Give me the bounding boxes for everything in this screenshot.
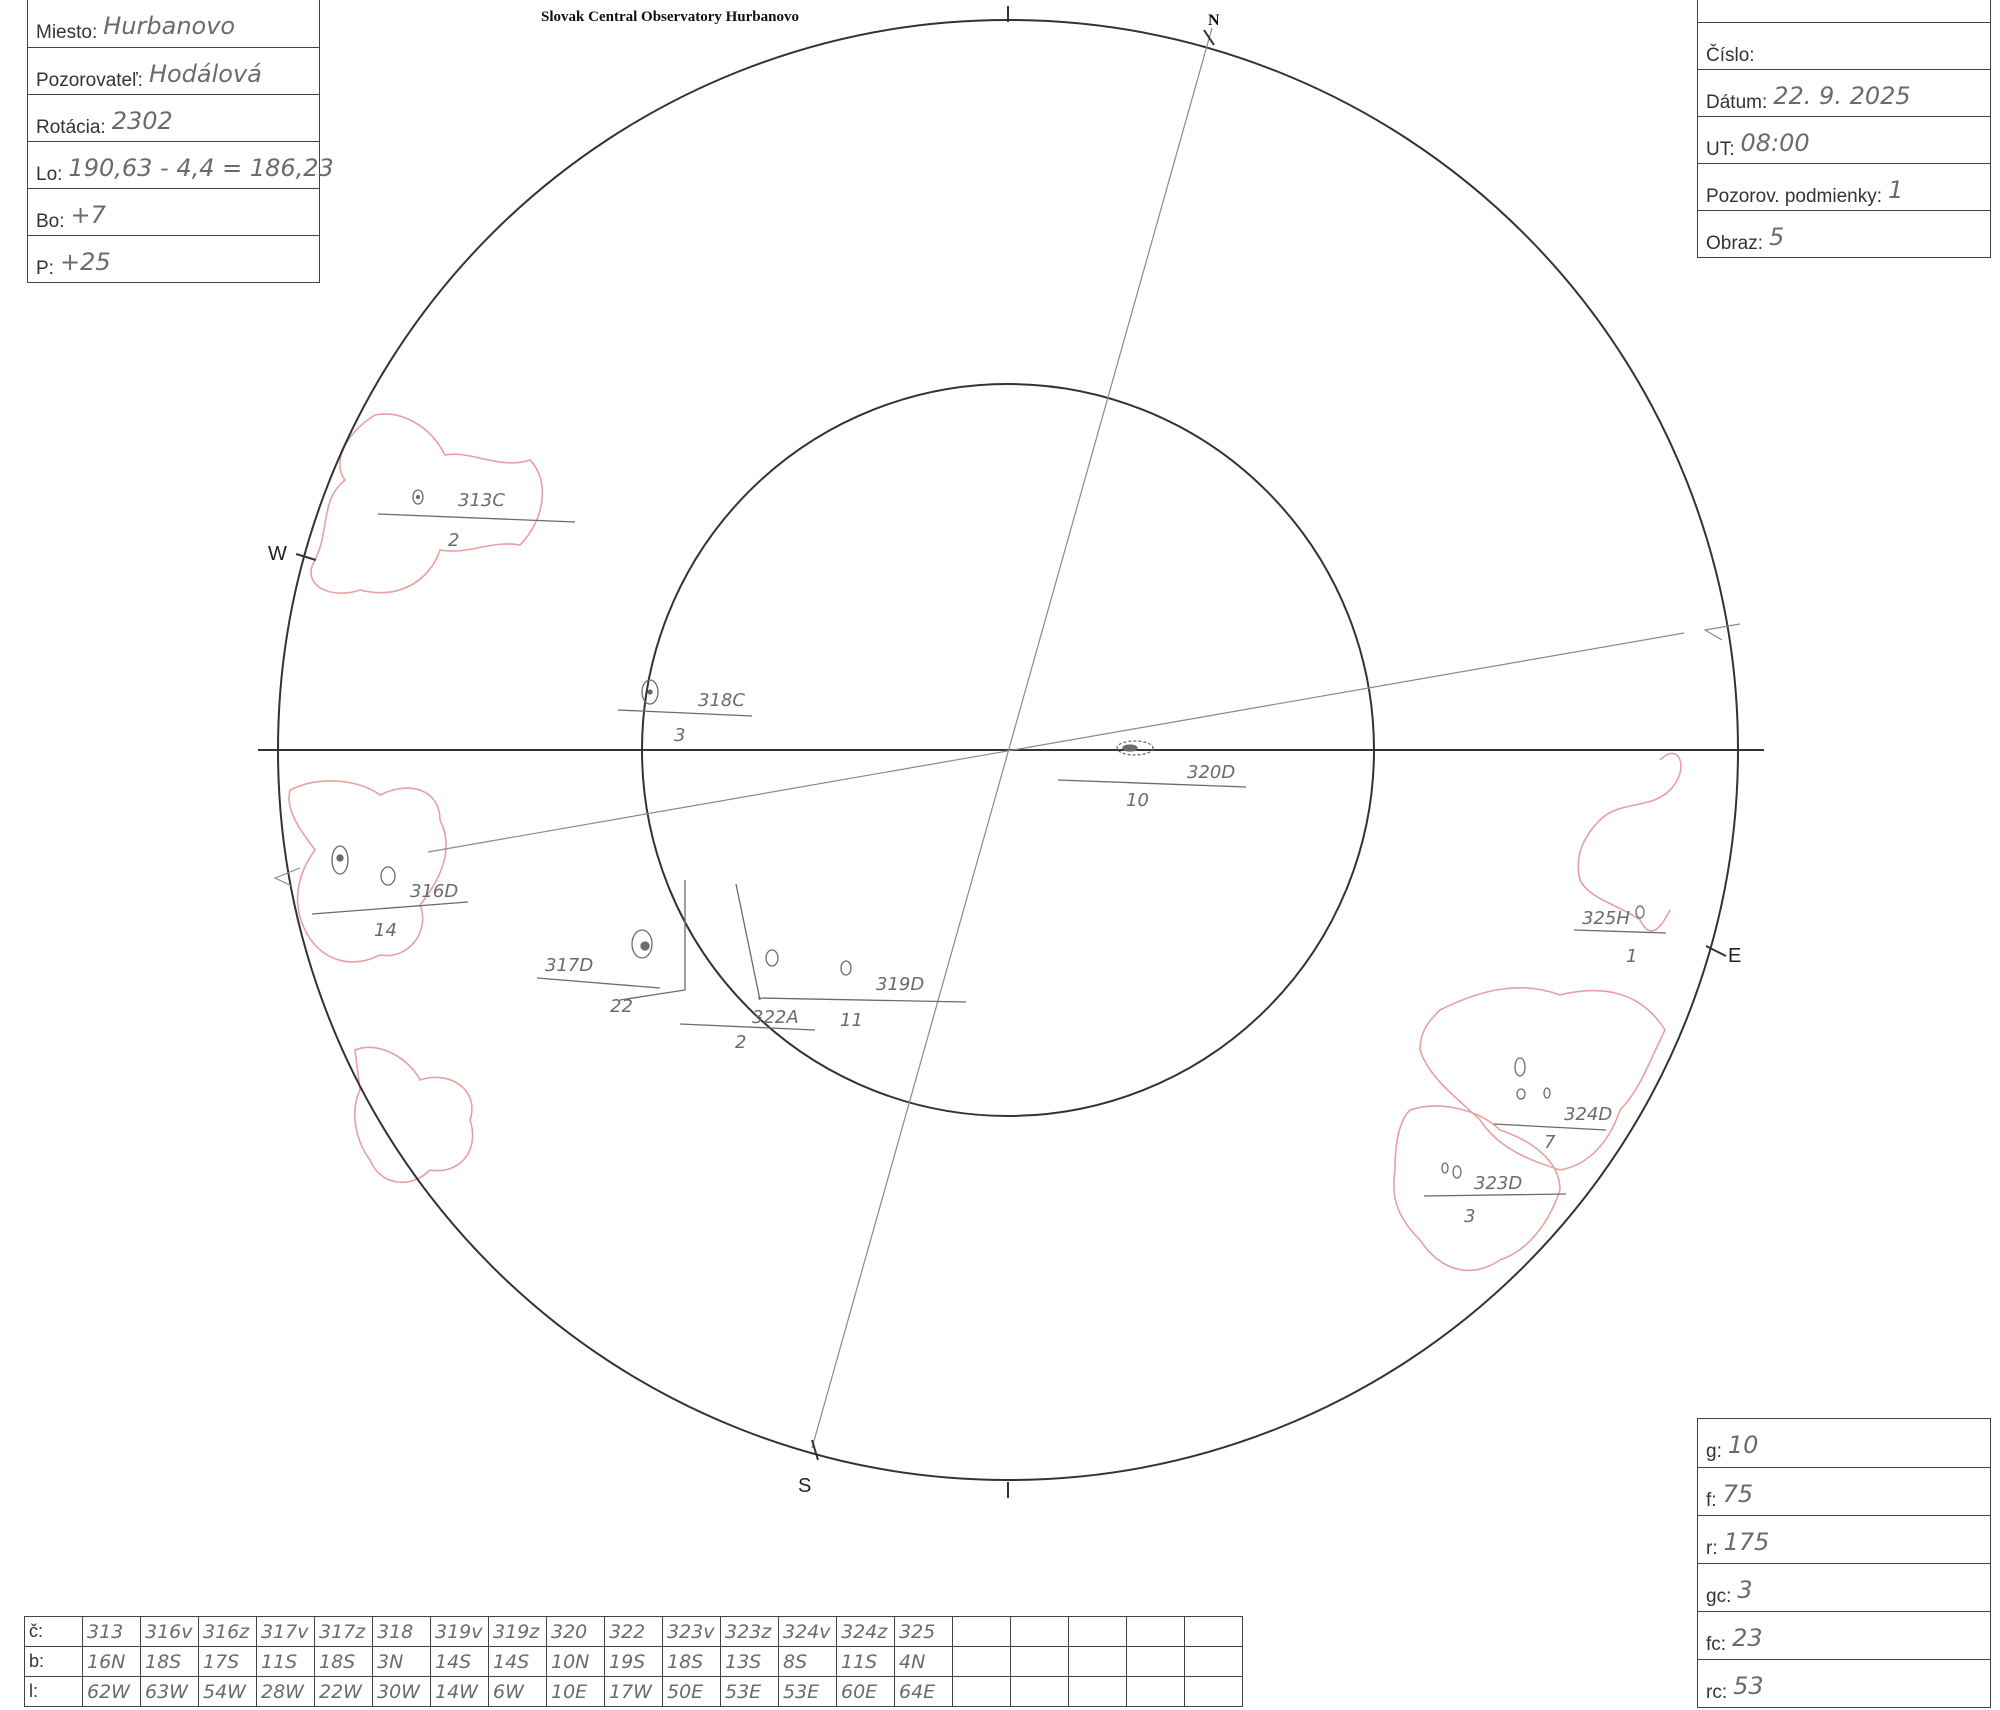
- table-cell: [1127, 1647, 1185, 1677]
- location-value: Hurbanovo: [103, 12, 236, 40]
- sunspot-group: [1058, 741, 1246, 811]
- sunspot: [766, 950, 778, 966]
- table-cell: 18S: [141, 1647, 199, 1677]
- group-label: 313C: [458, 490, 505, 511]
- table-cell: 16N: [83, 1647, 141, 1677]
- ut-label: UT:: [1706, 139, 1735, 160]
- sunspot-group: [537, 880, 685, 1017]
- south-tick: [812, 1440, 818, 1460]
- table-cell: 17W: [605, 1677, 663, 1707]
- group-label: 324D: [1564, 1104, 1613, 1125]
- table-cell: 22W: [315, 1677, 373, 1707]
- table-cell: 320: [547, 1617, 605, 1647]
- table-cell: 53E: [779, 1677, 837, 1707]
- central-groups-row: [1698, 1563, 1990, 1611]
- group-count: 11: [840, 1010, 863, 1031]
- table-cell: 10E: [547, 1677, 605, 1707]
- table-cell: [1011, 1677, 1069, 1707]
- page-title: Slovak Central Observatory Hurbanovo: [541, 9, 799, 25]
- image-quality-label: Obraz:: [1706, 233, 1764, 254]
- p-label: P:: [36, 258, 54, 279]
- table-cell: 63W: [141, 1677, 199, 1707]
- group-label: 322A: [752, 1007, 799, 1028]
- spots-row: [1698, 1467, 1990, 1515]
- group-label: 325H: [1582, 908, 1630, 929]
- sunspot-group: [1574, 906, 1666, 967]
- central-relative-number-row: [1698, 1659, 1990, 1707]
- table-cell: 324z: [837, 1617, 895, 1647]
- south-label: S: [798, 1475, 812, 1497]
- table-cell: 19S: [605, 1647, 663, 1677]
- table-cell: 11S: [837, 1647, 895, 1677]
- group-divider: [1424, 1194, 1566, 1196]
- group-label: 320D: [1187, 762, 1236, 783]
- group-boundary: [736, 884, 760, 1000]
- east-label: E: [1728, 945, 1742, 967]
- table-cell: 319v: [431, 1617, 489, 1647]
- table-cell: 317v: [257, 1617, 315, 1647]
- facula-region: [289, 781, 446, 962]
- west-label: W: [268, 543, 287, 565]
- table-cell: 54W: [199, 1677, 257, 1707]
- table-row-latitudes: [25, 1647, 1243, 1677]
- table-cell: [1185, 1647, 1243, 1677]
- table-cell: 8S: [779, 1647, 837, 1677]
- table-cell: 316z: [199, 1617, 257, 1647]
- table-cell: 18S: [663, 1647, 721, 1677]
- table-cell: [953, 1617, 1011, 1647]
- table-cell: 322: [605, 1617, 663, 1647]
- facula-region: [355, 1047, 473, 1182]
- image-quality-value: 5: [1769, 223, 1785, 251]
- table-cell: 323v: [663, 1617, 721, 1647]
- row-label: č:: [25, 1617, 83, 1647]
- table-cell: [1011, 1647, 1069, 1677]
- conditions-label: Pozorov. podmienky:: [1706, 186, 1883, 207]
- table-cell: 13S: [721, 1647, 779, 1677]
- sunspot: [1636, 906, 1644, 918]
- group-count: 22: [610, 996, 633, 1017]
- table-cell: 324v: [779, 1617, 837, 1647]
- table-cell: [1069, 1677, 1127, 1707]
- relative-number-value: 175: [1723, 1528, 1770, 1556]
- central-groups-value: 3: [1737, 1576, 1753, 1604]
- table-cell: [1185, 1677, 1243, 1707]
- group-label: 316D: [410, 881, 459, 902]
- sunspot: [381, 867, 395, 885]
- table-cell: [953, 1647, 1011, 1677]
- table-cell: 14S: [489, 1647, 547, 1677]
- b0-label: Bo:: [36, 211, 65, 232]
- sunspot-umbra: [417, 496, 420, 499]
- group-divider: [537, 978, 660, 988]
- table-cell: 318: [373, 1617, 431, 1647]
- table-cell: 60E: [837, 1677, 895, 1707]
- group-count: 14: [374, 920, 397, 941]
- group-count: 2: [735, 1032, 747, 1053]
- group-label: 317D: [545, 955, 594, 976]
- sunspot: [1515, 1058, 1525, 1076]
- sunspot-umbra: [641, 942, 649, 950]
- table-cell: 325: [895, 1617, 953, 1647]
- central-groups-label: gc:: [1706, 1586, 1732, 1607]
- conditions-value: 1: [1888, 176, 1904, 204]
- sunspot-group: [618, 680, 752, 746]
- relative-number-row: [1698, 1515, 1990, 1563]
- b0-value: +7: [70, 201, 106, 229]
- group-boundary: [620, 880, 685, 1000]
- north-tick: [1204, 30, 1214, 45]
- table-cell: 319z: [489, 1617, 547, 1647]
- central-relative-number-label: rc:: [1706, 1682, 1728, 1703]
- table-cell: 6W: [489, 1677, 547, 1707]
- group-divider: [312, 902, 468, 914]
- sunspot-umbra: [1123, 745, 1137, 751]
- group-label: 318C: [698, 690, 745, 711]
- table-cell: 14W: [431, 1677, 489, 1707]
- groups-value: 10: [1727, 1431, 1759, 1459]
- spots-label: f:: [1706, 1490, 1717, 1511]
- table-cell: 50E: [663, 1677, 721, 1707]
- l0-value: 190,63 - 4,4 = 186,23: [68, 154, 334, 182]
- rotation-label: Rotácia:: [36, 117, 106, 138]
- observer-value: Hodálová: [148, 60, 262, 88]
- central-spots-value: 23: [1732, 1624, 1763, 1652]
- sunspot-group: [378, 490, 575, 551]
- group-label: 323D: [1474, 1173, 1523, 1194]
- table-cell: 4N: [895, 1647, 953, 1677]
- table-cell: [1127, 1677, 1185, 1707]
- table-cell: 53E: [721, 1677, 779, 1707]
- sunspot-umbra: [337, 855, 343, 861]
- sunspot-group: [1494, 1058, 1612, 1153]
- group-count: 10: [1126, 790, 1149, 811]
- number-label: Číslo:: [1706, 45, 1755, 66]
- sunspot: [1442, 1163, 1448, 1173]
- group-count: 7: [1544, 1132, 1556, 1153]
- group-count: 1: [1626, 946, 1638, 967]
- table-cell: 28W: [257, 1677, 315, 1707]
- equator-arrow-east: [1705, 624, 1740, 640]
- facula-region: [1578, 753, 1681, 930]
- row-label: l:: [25, 1677, 83, 1707]
- sunspot-summary-box: [1697, 1418, 1991, 1708]
- table-cell: 17S: [199, 1647, 257, 1677]
- date-value: 22. 9. 2025: [1773, 82, 1911, 110]
- table-cell: 18S: [315, 1647, 373, 1677]
- group-divider: [378, 514, 575, 522]
- table-cell: 62W: [83, 1677, 141, 1707]
- sunspot-group: [680, 884, 815, 1053]
- row-label: b:: [25, 1647, 83, 1677]
- table-cell: [953, 1677, 1011, 1707]
- sunspot: [1453, 1166, 1461, 1178]
- table-row-longitudes: [25, 1677, 1243, 1707]
- group-count: 3: [1464, 1206, 1476, 1227]
- facula-region: [1420, 988, 1665, 1170]
- table-cell: 316v: [141, 1617, 199, 1647]
- table-cell: 317z: [315, 1617, 373, 1647]
- table-cell: 10N: [547, 1647, 605, 1677]
- sunspot: [841, 961, 851, 975]
- p-value: +25: [59, 248, 111, 276]
- relative-number-label: r:: [1706, 1538, 1718, 1559]
- sunspot: [1544, 1088, 1550, 1098]
- table-cell: 64E: [895, 1677, 953, 1707]
- table-row-numbers: [25, 1617, 1243, 1647]
- table-cell: 313: [83, 1617, 141, 1647]
- group-count: 2: [448, 530, 460, 551]
- sunspot-position-table: [24, 1616, 1243, 1707]
- groups-row: [1698, 1419, 1990, 1467]
- central-relative-number-value: 53: [1733, 1672, 1764, 1700]
- group-label: 319D: [876, 974, 925, 995]
- table-cell: [1069, 1647, 1127, 1677]
- rotation-value: 2302: [111, 107, 173, 135]
- table-cell: 3N: [373, 1647, 431, 1677]
- group-count: 3: [674, 725, 686, 746]
- table-cell: [1011, 1617, 1069, 1647]
- date-label: Dátum:: [1706, 92, 1768, 113]
- table-cell: [1069, 1617, 1127, 1647]
- central-spots-row: [1698, 1611, 1990, 1659]
- table-cell: 11S: [257, 1647, 315, 1677]
- location-label: Miesto:: [36, 22, 98, 43]
- ut-value: 08:00: [1740, 129, 1810, 157]
- faculae: [289, 414, 1681, 1270]
- north-label: N: [1208, 12, 1220, 29]
- central-spots-label: fc:: [1706, 1634, 1727, 1655]
- table-cell: [1185, 1617, 1243, 1647]
- table-cell: 30W: [373, 1677, 431, 1707]
- rotation-axis: [812, 28, 1212, 1448]
- group-divider: [758, 998, 966, 1002]
- observer-label: Pozorovateľ:: [36, 70, 143, 91]
- table-cell: [1127, 1617, 1185, 1647]
- spots-value: 75: [1722, 1480, 1754, 1508]
- table-cell: 323z: [721, 1617, 779, 1647]
- table-cell: 14S: [431, 1647, 489, 1677]
- solar-equator: [428, 633, 1684, 852]
- l0-label: Lo:: [36, 164, 63, 185]
- sunspot: [1517, 1089, 1525, 1099]
- sunspot-umbra: [648, 690, 652, 694]
- sunspot-group: [1424, 1163, 1566, 1227]
- west-tick: [296, 554, 316, 560]
- groups-label: g:: [1706, 1441, 1722, 1462]
